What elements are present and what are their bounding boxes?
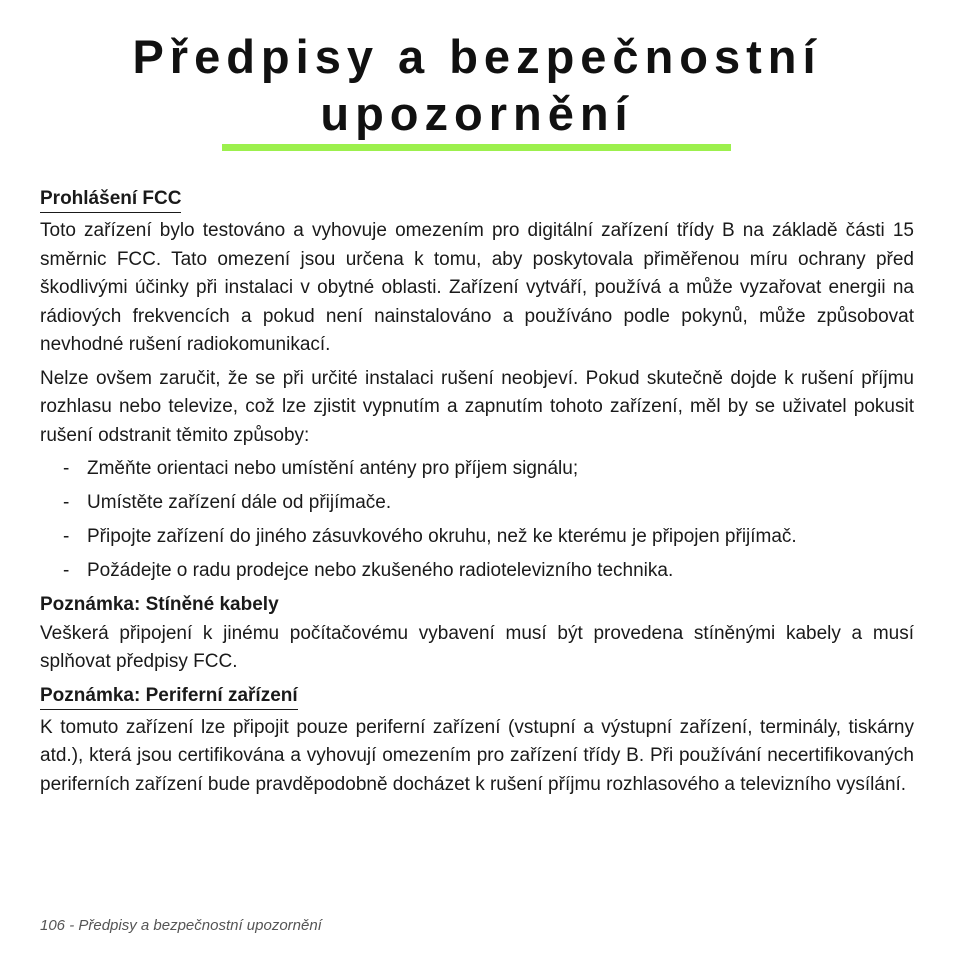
remedy-list bbox=[40, 455, 914, 585]
list-item-text: Změňte orientaci nebo umístění antény pro příjem signálu; bbox=[87, 458, 579, 479]
list-item-text: Připojte zařízení do jiného zásuvkového okruhu, než ke kterému je připojen přijímač. bbox=[87, 526, 797, 547]
page-title bbox=[0, 28, 954, 142]
document-body bbox=[40, 185, 914, 804]
page-footer: 106 - Předpisy a bezpečnostní upozornění bbox=[40, 917, 322, 934]
list-item-text: Požádejte o radu prodejce nebo zkušeného radiotelevizního technika. bbox=[87, 560, 674, 581]
section-heading-peripherals: Poznámka: Periferní zařízení bbox=[40, 683, 298, 710]
list-item-text: Umístěte zařízení dále od přijímače. bbox=[87, 492, 392, 513]
list-bullet: - bbox=[63, 560, 70, 581]
page-title-line-2: upozornění bbox=[320, 87, 634, 140]
list-item bbox=[40, 557, 914, 585]
paragraph-fcc-2: Nelze ovšem zaručit, že se při určité instalaci rušení neobjeví. Pokud skutečně dojde k rušení příjmu rozhlasu nebo televize, což lze zjistit vypnutím a zapnutím tohoto zařízení, měl by se uživatel pokusit rušení odstranit těmito způsoby: bbox=[40, 367, 914, 446]
list-item bbox=[40, 455, 914, 483]
list-bullet: - bbox=[63, 458, 70, 479]
paragraph-peripherals: K tomuto zařízení lze připojit pouze periferní zařízení (vstupní a výstupní zařízení, terminály, tiskárny atd.), která jsou certifikována a vyhovují omezením pro zařízení třídy B. Při používání necertifikovaných periferních zařízení bude pravděpodobně docházet k rušení příjmu rozhlasového a televizního vysílání. bbox=[40, 716, 914, 795]
list-bullet: - bbox=[63, 492, 70, 513]
paragraph-fcc-1: Toto zařízení bylo testováno a vyhovuje omezením pro digitální zařízení třídy B na základě části 15 směrnic FCC. Tato omezení jsou určena k tomu, aby poskytovala přiměřenou míru ochrany před škodlivými účinky při instalaci v obytné oblasti. Zařízení vytváří, používá a může vyzařovat energii na rádiových frekvencích a pokud není nainstalováno a používáno podle pokynů, může způsobovat nevhodné rušení radiokomunikací. bbox=[40, 220, 914, 355]
page-title-line-1: Předpisy a bezpečnostní bbox=[132, 30, 822, 83]
list-bullet: - bbox=[63, 526, 70, 547]
list-item bbox=[40, 523, 914, 551]
list-item bbox=[40, 489, 914, 517]
section-heading-shielded-cables: Poznámka: Stíněné kabely bbox=[40, 594, 279, 615]
section-heading-fcc: Prohlášení FCC bbox=[40, 186, 181, 213]
paragraph-shielded-cables: Veškerá připojení k jinému počítačovému vybavení musí být provedena stíněnými kabely a musí splňovat předpisy FCC. bbox=[40, 622, 914, 672]
title-underline-rule bbox=[222, 144, 731, 151]
